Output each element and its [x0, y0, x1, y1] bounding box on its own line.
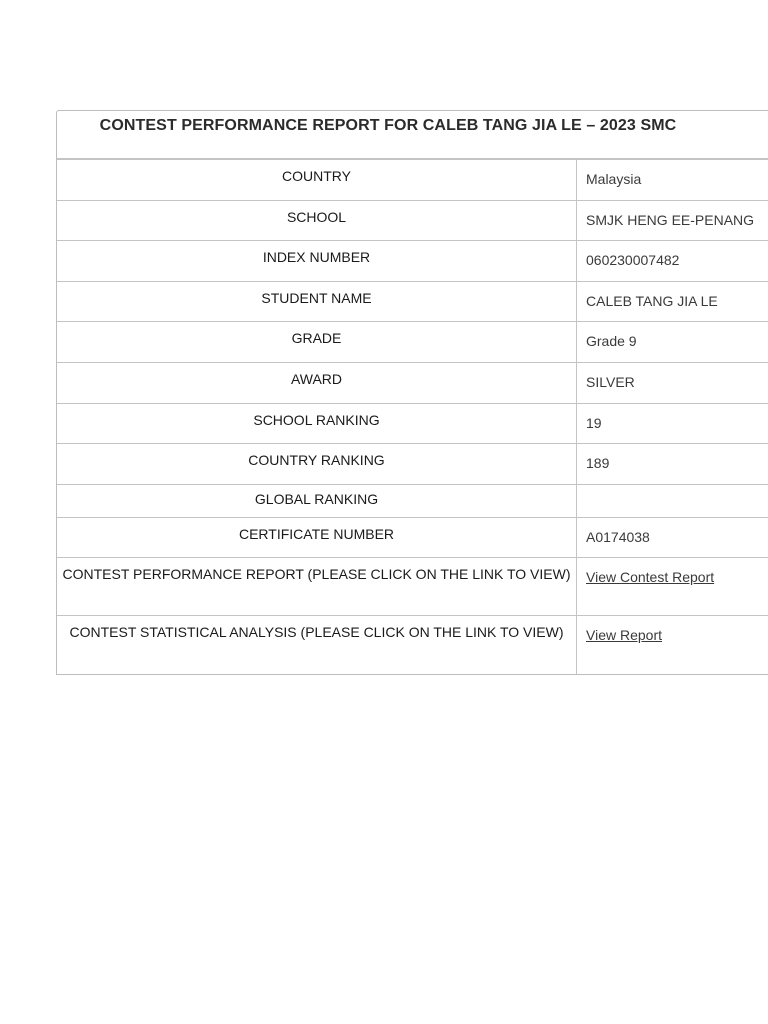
table-row-country-ranking: [57, 444, 768, 485]
row-label-grade: GRADE: [57, 322, 577, 362]
row-label-contest-statistical-analysis: CONTEST STATISTICAL ANALYSIS (PLEASE CLICK ON THE LINK TO VIEW): [57, 616, 577, 674]
table-row-certificate-number: [57, 518, 768, 559]
report-title: CONTEST PERFORMANCE REPORT FOR CALEB TANG JIA LE – 2023 SMC: [57, 111, 768, 160]
row-value-award: SILVER: [586, 373, 635, 390]
table-row-school-ranking: [57, 404, 768, 445]
row-label-country-ranking: COUNTRY RANKING: [57, 444, 577, 484]
row-value-country-ranking: 189: [586, 455, 610, 472]
row-label-award: AWARD: [57, 363, 577, 403]
row-label-school-ranking: SCHOOL RANKING: [57, 404, 577, 444]
table-row-contest-performance-report: [57, 558, 768, 616]
row-label-global-ranking: GLOBAL RANKING: [57, 485, 577, 517]
table-row-school: [57, 201, 768, 242]
view-report-link[interactable]: View Report: [586, 627, 663, 644]
performance-report-table: [56, 110, 768, 675]
row-value-certificate-number: A0174038: [586, 528, 650, 545]
table-row-index-number: [57, 241, 768, 282]
row-value-global-ranking: [577, 485, 768, 517]
row-label-contest-performance-report: CONTEST PERFORMANCE REPORT (PLEASE CLICK ON THE LINK TO VIEW): [57, 558, 577, 615]
table-row-grade: [57, 322, 768, 363]
row-label-student-name: STUDENT NAME: [57, 282, 577, 322]
row-value-school: SMJK HENG EE-PENANG: [586, 211, 755, 228]
row-label-country: COUNTRY: [57, 160, 577, 200]
row-value-contest-statistical-analysis: [577, 616, 768, 674]
row-value-index-number: 060230007482: [586, 252, 680, 269]
row-label-index-number: INDEX NUMBER: [57, 241, 577, 281]
view-contest-report-link[interactable]: View Contest Report: [586, 569, 715, 586]
table-row-student-name: [57, 282, 768, 323]
table-row-contest-statistical-analysis: [57, 616, 768, 674]
row-label-certificate-number: CERTIFICATE NUMBER: [57, 518, 577, 558]
table-row-global-ranking: [57, 485, 768, 518]
table-row-country: [57, 160, 768, 201]
row-value-grade: Grade 9: [586, 333, 637, 350]
row-value-student-name: CALEB TANG JIA LE: [586, 292, 718, 309]
row-value-school-ranking: 19: [586, 414, 602, 431]
row-label-school: SCHOOL: [57, 201, 577, 241]
table-row-award: [57, 363, 768, 404]
row-value-contest-performance-report: [577, 558, 768, 615]
row-value-country: Malaysia: [586, 171, 642, 187]
